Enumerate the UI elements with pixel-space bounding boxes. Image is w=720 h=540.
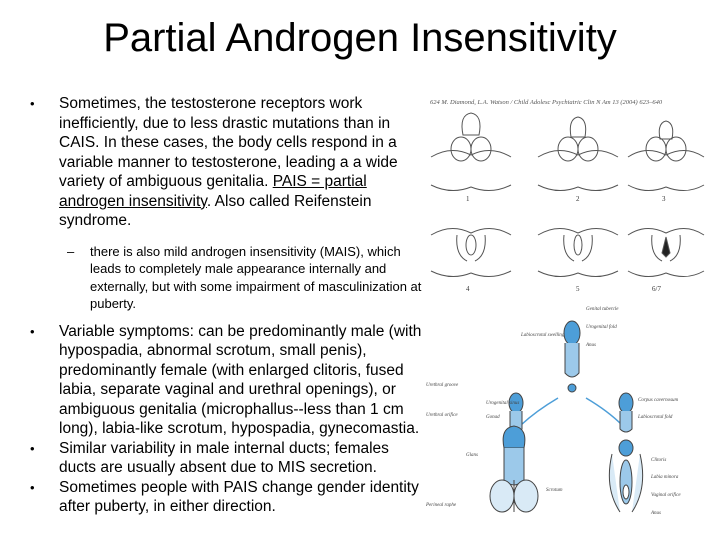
arrow-to-female (586, 398, 622, 425)
bullet-dot: • (30, 479, 35, 495)
bullet-text: Similar variability in male internal ducts; females ducts are usually absent due to MIS secretion. (59, 439, 389, 476)
pais-definition: PAIS = partial androgen insensitivity (59, 173, 367, 210)
slide-title: Partial Androgen Insensitivity (103, 16, 617, 60)
figure-label-5: 5 (576, 285, 580, 293)
bullet-list (30, 94, 425, 517)
phenotype-drawing-5 (538, 228, 618, 276)
diagram-label: Glans (466, 453, 478, 458)
intermediate-stage-female-drawing (619, 393, 633, 432)
genital-development-diagram (426, 303, 708, 535)
diagram-label: Anus (586, 343, 596, 348)
diagram-label: Clitoris (651, 458, 667, 463)
genitalia-phenotype-figure (426, 95, 708, 301)
phenotype-drawing-6-7 (628, 228, 704, 276)
diagram-label: Labioscrotal swelling (521, 333, 565, 338)
diagram-label: Scrotum (546, 488, 563, 493)
bullet-dot: • (30, 96, 35, 111)
figure-label-3: 3 (662, 195, 666, 203)
phenotype-drawing-3 (628, 121, 704, 191)
bullet-text: Variable symptoms: can be predominantly male (with hypospadia, abnormal scrotum, small penis), predominantly female (with enlarged clitoris, fused labia, separate vaginal and urethral openings), or ambiguous genitalia (microphallus--less than 1 cm long), labia-like scrotum, hypospadia, gynecomastia. (59, 322, 422, 437)
sub-bullet-item (30, 243, 425, 313)
diagram-label: Corpus cavernosum (638, 398, 679, 403)
bullet-item (30, 94, 425, 231)
figure-label-6-7: 6/7 (652, 285, 661, 293)
bullet-item (30, 439, 425, 478)
diagram-label: Urogenital fold (586, 325, 617, 330)
diagram-label: Gonad (486, 415, 500, 420)
phenotype-drawing-1 (431, 113, 511, 191)
female-genitalia-drawing (609, 440, 642, 512)
bullet-text-end: . Also called Reifenstein syndrome. (59, 192, 372, 229)
phenotype-drawing-2 (538, 117, 618, 191)
bullet-text: Sometimes, the testosterone receptors work inefficiently, due to less drastic mutations than in CAIS. In these cases, the body cells respond in a variable manner to testosterone, leading a a wide variety of ambiguous genitalia. (59, 95, 398, 190)
phenotype-drawing-4 (431, 228, 511, 276)
bullet-text: Sometimes people with PAIS change gender identity after puberty, in either direction. (59, 478, 419, 515)
indifferent-stage-drawing (564, 321, 580, 392)
bullet-item (30, 322, 425, 439)
diagram-label: Urethral orifice (426, 413, 458, 418)
diagram-label: Genital tubercle (586, 307, 619, 312)
bullet-dot: • (30, 440, 35, 456)
diagram-label: Anus (651, 511, 661, 516)
figure-citation-header: 624 M. Diamond, L.A. Watson / Child Adolesc Psychiatric Clin N Am 13 (2004) 623–640 (430, 99, 663, 106)
diagram-label: Perineal raphe (426, 503, 457, 508)
sub-bullet-text: there is also mild androgen insensitivity (MAIS), which leads to completely male appearance internally and externally, but with some impairment of masculinization at puberty. (90, 243, 422, 311)
figure-label-4: 4 (466, 285, 470, 293)
diagram-label: Urethral groove (426, 383, 459, 388)
diagram-label: Labioscrotal fold (638, 415, 673, 420)
figure-label-2: 2 (576, 195, 580, 203)
bullet-item (30, 478, 425, 517)
arrow-to-male (521, 398, 558, 425)
sub-bullet-dash: – (67, 243, 75, 259)
male-genitalia-drawing (490, 426, 538, 512)
figure-label-1: 1 (466, 195, 470, 203)
bullet-dot: • (30, 323, 35, 339)
diagram-label: Labia minora (651, 475, 679, 480)
diagram-label: Urogenital sinus (486, 401, 520, 406)
diagram-label: Vaginal orifice (651, 493, 681, 498)
